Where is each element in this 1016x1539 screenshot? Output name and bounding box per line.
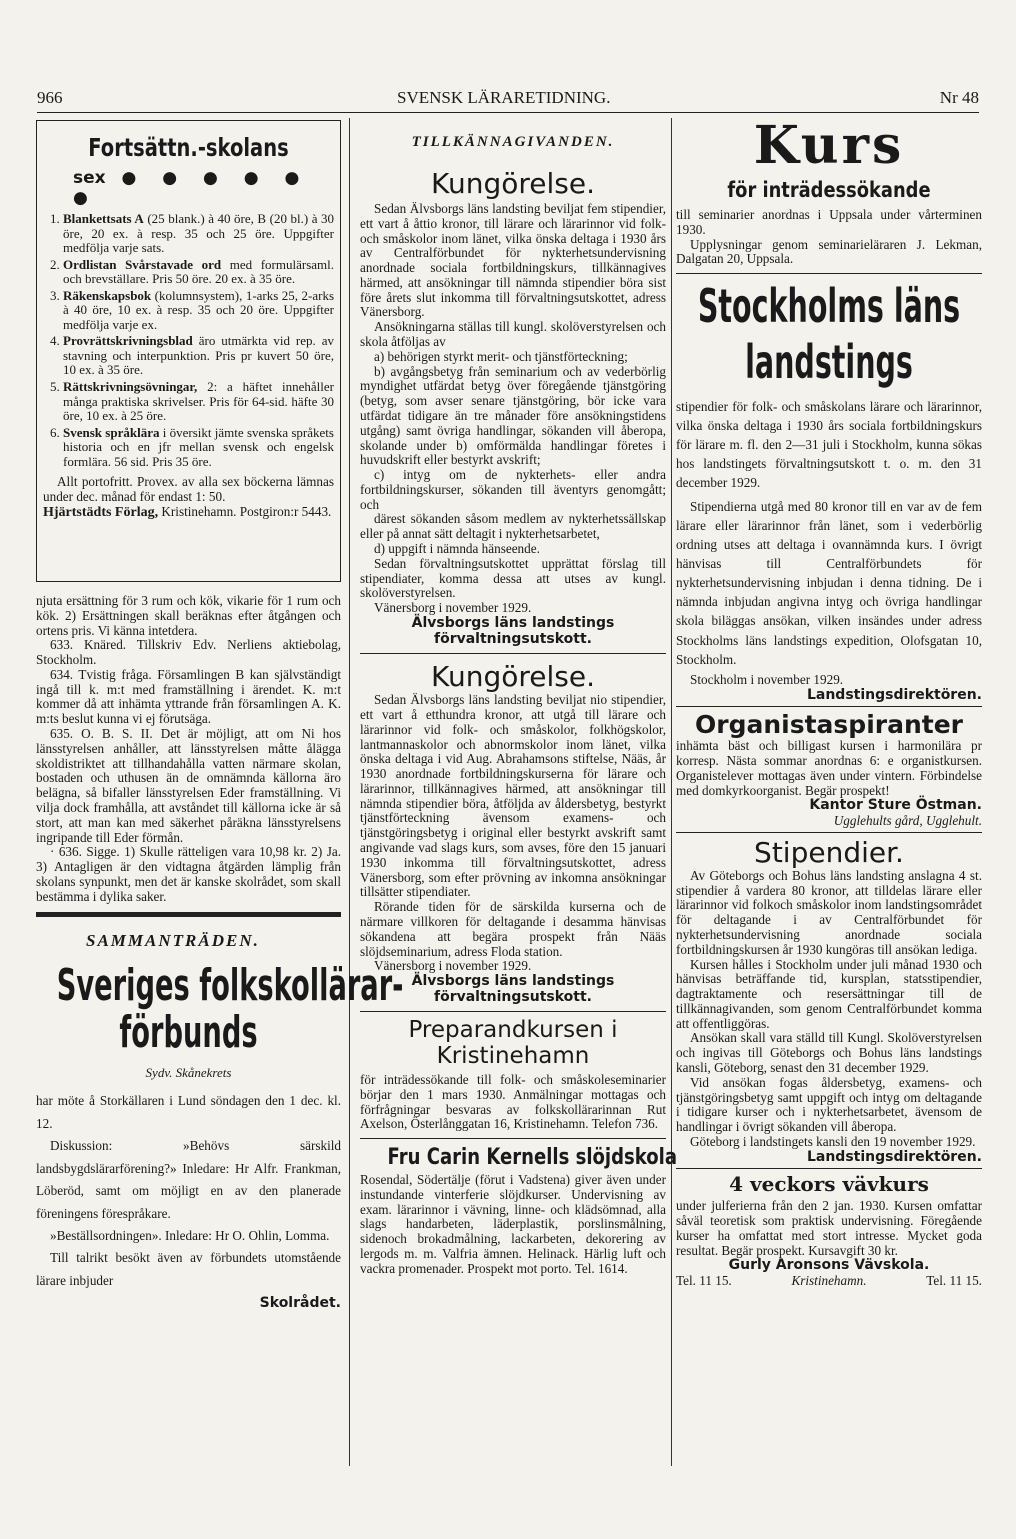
vavkurs-tel-left: Tel. 11 15.	[676, 1273, 732, 1289]
kungorelse-1-signature: Älvsborgs läns landstings förvaltningsutskott.	[411, 614, 615, 647]
sveriges-subtitle: Sydv. Skånekrets	[145, 1064, 232, 1080]
section-head-sammantraden: SAMMANTRÄDEN.	[86, 931, 260, 951]
stockholms-p2: Stipendierna utgå med 80 kronor till en var av de fem lärare eller lärarinnor från länet, som i vederbörlig ordning utses att deltaga i ovannämnda kurs. I övrigt hänvisas till Centralförbundets för nykterhetsundervisning inbjudan i denna tidning. De i nämnda inbjudan angivna intyg och övriga handlingar skola biläggas ansökan, vilken insändes under adress Stockholms läns landstings expedition, Olofsgatan 10, Stockholm.	[676, 498, 982, 667]
stockholms-title-line1: Stockholms läns	[697, 279, 961, 334]
section-divider	[36, 912, 341, 917]
column-rule-1	[349, 118, 350, 1466]
vavkurs-title: 4 veckors vävkurs	[729, 1172, 929, 1197]
page-header	[37, 86, 979, 113]
answer-633: 633. Knäred. Tillskriv Edv. Nerliens aktiebolag, Stockholm.	[36, 637, 341, 668]
column-3	[676, 115, 982, 1460]
kernell-title: Fru Carin Kernells slöjdskola	[387, 1145, 678, 1171]
kungorelse-2-p2: Rörande tiden för de särskilda kurserna och de närmare villkoren för deltagande i desamma hänvisas sökandena att begära prospekt från Nääs slöjdseminarium, adress Floda station.	[360, 899, 666, 959]
stipendier-date: Göteborg i landstingets kansli den 19 november 1929.	[690, 1133, 976, 1149]
answers-section	[36, 594, 341, 904]
stipendier-title: Stipendier.	[754, 835, 904, 869]
kungorelse-1-d: d) uppgift i nämnda hänseende.	[374, 540, 540, 556]
stipendier-p1: Av Göteborgs och Bohus läns landsting anslagna 4 st. stipendier å vardera 80 kronor, att tilldelas lärare eller lärarinnor vid folkoch småskolor inom landstingsområdet för deltagande i av Centralförbundet för nykterhetsundervisning anordnade sociala fortbildningskursen år 1930 kungöras till ansökan ledigа.	[676, 867, 982, 957]
kungorelse-1-d1: därest sökanden såsom medlem av nykterhetssällskap eller på annat sätt deltagit i nykterhetsarbetet,	[360, 511, 666, 542]
sveriges-invite: Till talrikt besökt även av förbundets utomstående lärare inbjuder	[36, 1250, 341, 1288]
organist-address: Ugglehults gård, Ugglehult.	[833, 813, 982, 829]
divider	[360, 653, 666, 654]
column-rule-2	[671, 118, 672, 1466]
organist-title: Organistaspiranter	[695, 710, 963, 740]
organist-text: inhämta bäst och billigast kursen i harmonilära pr korresp. Nästa sommar anordnas 6: e organistkursen. Organistelever mottagas även under vintern. Förbindelse med domkyrkoorganist. Begär prospekt!	[676, 738, 982, 798]
kurs-contact: Upplysningar genom seminarieläraren J. Lekman, Dalgatan 20, Uppsala.	[676, 236, 982, 267]
sveriges-discussion: Diskussion: »Behövs särskild landsbygdslärarförening?» Inledare: Hr Alfr. Frankman, Löberöd, samt om möjligt en av den planerade föreningens förespråkare.	[36, 1138, 341, 1221]
stipendier-p3: Ansökan skall vara ställd till Kungl. Skolöverstyrelsen och ingivas till Göteborgs och Bohus läns landstings kansli, Göteborg, senast den 31 december 1929.	[676, 1030, 982, 1075]
sveriges-meeting: har möte å Storkällaren i Lund söndagen den 1 dec. kl. 12.	[36, 1093, 341, 1131]
list-item: 2. Ordlistan Svårstavade ord med formulärsaml. och brevställare. Pris 50 öre. 20 ex. à 35 öre.	[63, 258, 334, 287]
ad-item-list	[43, 212, 334, 469]
divider	[676, 832, 982, 833]
kungorelse-2-date: Vänersborg i november 1929.	[374, 958, 532, 974]
sveriges-title-line1: Sveriges folkskollärar-	[56, 960, 404, 1012]
sveriges-topic: »Beställsordningen». Inledare: Hr O. Ohlin, Lomma.	[50, 1227, 330, 1243]
issue-number: Nr 48	[939, 88, 979, 107]
vavkurs-contact	[676, 1274, 982, 1289]
list-item: 4. Provrättskrivningsblad äro utmärkta vid rep. av stavning och interpunktion. Pris pr kuvert 50 öre, 10 ex. à 35 öre.	[63, 334, 334, 378]
sveriges-signature: Skolrådet.	[259, 1295, 341, 1312]
stockholms-p1: stipendier för folk- och småskolans lärare och lärarinnor, vilka önska deltaga i 1930 års sociala fortbildningskurs för lärare m. fl. den 2—31 juli i Stockholm, kunna sökas hos landstingets förvaltningsutskott t. o. m. den 31 december 1929.	[676, 398, 982, 491]
kungorelse-2-p1: Sedan Älvsborgs läns landsting beviljat nio stipendier, ett vart å etthundra kronor, att utgå till lärare och lärarinnor vid folk- och småskolor, folkhögskolor, lantmannaskolor och abnormskolor inom länet, vilka önska deltaga i vid Aug. Abrahamsons stiftelse, Nääs, år 1930 anordnade fortbildningskurserna för lärare och lärarinnor, tillkännagives härmed, att ansökningar till nämnda stipendier böra, åtföljda av åldersbetyg, bestyrkt tjänstförteckning ävensom examens- och tjänstgöringsbetyg i original eller bestyrkt avskrift samt angivande vad slags kurs, som avses, före den 15 januari 1930 inkomma till förvaltningsutskottet, adress Vänersborg, som efter prövning av inkomna ansökningar tillsätter stipendiater.	[360, 692, 666, 900]
ad-fortsattningsskolans	[36, 120, 341, 582]
stockholms-title-line2: landstings	[745, 335, 913, 390]
divider	[360, 1138, 666, 1139]
vavkurs-signature: Gurly Aronsons Vävskola.	[728, 1257, 930, 1274]
ad-subtitle	[73, 168, 334, 208]
divider	[676, 1168, 982, 1169]
kungorelse-1-title: Kungörelse.	[431, 167, 595, 200]
kurs-subtitle: för inträdessökande	[727, 178, 931, 202]
organist-signature: Kantor Sture Östman.	[809, 797, 982, 814]
ad-footer: Allt portofritt. Provex. av alla sex böckerna lämnas under dec. månad för endast 1: 50.	[43, 474, 334, 505]
kungorelse-1-b: b) avgångsbetyg från seminarium och av vederbörlig myndighet utfärdat betyg över föregående tjänstgöring (betyg, som avser senare tjänstgöring, bör icke vara utfärdat tidigare än tre månader före ansökningstidens utgång) samt övriga handlingar, sökanden vill åberopa, skolande under b) omförmälda handlingar företes i huvudskrift eller bestyrkt avskrift;	[360, 363, 666, 468]
stipendier-p2: Kursen hålles i Stockholm under juli månad 1930 och hänvisas beträffande tid, kursplan, statsstipendier, dagtraktamente och resersättningar till de tillkännagivanden, som genom Centralförbundet komma att offentliggöras.	[676, 956, 982, 1031]
column-2	[360, 120, 678, 1460]
stipendier-p4: Vid ansökan fogas åldersbetyg, examens- och tjänstgöringsbetyg samt uppgift och intyg om deltagande i tidigare kurser och i nykterhetsarbetet, ävensom de handlingar i övrigt sökanden vill åberopa.	[676, 1074, 982, 1135]
stockholms-signature: Landstingsdirektören.	[806, 686, 982, 703]
preparand-title: Preparandkursen i Kristinehamn	[408, 1017, 618, 1069]
kungorelse-2-signature: Älvsborgs läns landstings förvaltningsutskott.	[411, 973, 615, 1005]
sveriges-title-line2: förbunds	[119, 1006, 258, 1058]
vavkurs-city: Kristinehamn.	[791, 1273, 867, 1289]
list-item: 1. Blankettsats A (25 blank.) à 40 öre, B (20 bl.) à 30 öre, 20 ex. à resp. 35 och 25 öre. Uppgifter medfölja varje sats.	[63, 212, 334, 256]
answer-634: 634. Tvistig fråga. Församlingen B kan självständigt ingå till k. m:t med framställning i ärendet. K. m:t kommer då att inhämta yttrande från församlingen A. K. m:ts beslut kunna vi ej förutsäga.	[36, 666, 341, 727]
kungorelse-1-date: Vänersborg i november 1929.	[374, 600, 532, 616]
divider	[360, 1011, 666, 1012]
vavkurs-tel-right: Tel. 11 15.	[926, 1273, 982, 1289]
kungorelse-1-p1: Sedan Älvsborgs läns landsting beviljat fem stipendier, ett vart å åttio kronor, till lärare och lärarinnor vid folk- och småskolor inom länet, vilka önska deltaga i 1930 års av Centralförbundet för nykterhetsundervisning anordnade sociala fortbildningskurs, tillkännagives härmed, att ansökningar till nämnda stipendier böra sist före årets slut inkomma till förvaltningsutskottet, adress Vänersborg.	[360, 201, 666, 320]
divider	[676, 273, 982, 274]
stipendier-signature: Landstingsdirektören.	[806, 1148, 982, 1165]
stockholms-date: Stockholm i november 1929.	[690, 671, 844, 687]
list-item: 6. Svensk språklära i översikt jämte svenska språkets historia och en jfr mellan svensk och engelsk formlära. 56 sid. Pris 35 öre.	[63, 426, 334, 470]
list-item: 3. Räkenskapsbok (kolumnsystem), 1-arks 25, 2-arks à 40 öre, 10 ex. à resp. 35 och 20 öre. Uppgifter medfölja varje ex.	[63, 289, 334, 333]
kungorelse-1-p3: Sedan förvaltningsutskottet upprättat förslag till stipendiater, komma dessa att utses av kungl. skolöverstyrelsen.	[360, 555, 666, 601]
ad-publisher: Hjärtstädts Förlag, Kristinehamn. Postgiron:r 5443.	[43, 503, 332, 520]
answer-text: njuta ersättning för 3 rum och kök, vikarie för 1 rum och kök. 2) Ersättningen skall beräknas efter åtgången och ortens pris. Vi känna intetdera.	[36, 593, 341, 638]
ad-dots: ● ● ● ● ● ●	[73, 168, 310, 208]
kernell-text: Rosendal, Södertälje (förut i Vadstena) giver även under instundande vinterferie slöjdkurser. Undervisning av exam. lärarinnor i vävning, linne- och klädsömnad, alla slags handarbeten, läderplastik, porslinsmålning, sidenoch brokadmålning, lackarbeten, dekorering av lergods m. m. Valfria ämnen. Helinack. Härlig luft och vackra promenader. Prospekt mot porto. Tel. 1614.	[360, 1172, 666, 1276]
list-item: 5. Rättskrivningsövningar, 2: a häftet innehåller många praktiska skrivelser. Pris för 64-sid. häfte 30 öre, 10 ex. à 25 öre.	[63, 380, 334, 424]
divider	[676, 706, 982, 707]
kungorelse-1-c: c) intyg om de nykterhets- eller andra fortbildningskurser, sökanden till äventyrs genomgått; och	[360, 467, 666, 512]
kurs-title: Kurs	[753, 115, 905, 176]
preparand-text: för inträdessökande till folk- och småskoleseminarier börjar den 1 mars 1930. Anmälningar mottagas och förfrågningar besvaras av folkskollärarinnan Rut Axelson, Österlånggatan 16, Kristinehamn. Telefon 736.	[360, 1072, 666, 1132]
vavkurs-text: under julferierna från den 2 jan. 1930. Kursen omfattar såväl teoretisk som praktisk undervisning. Föregående kurser ha omfattat med stort intresse. Mycket goda resultat. Begär prospekt. Kursavgift 30 kr.	[676, 1198, 982, 1258]
page-number: 966	[37, 88, 63, 107]
column-1	[36, 120, 404, 1460]
ad-title: Fortsättn.-skolans	[88, 133, 289, 162]
answer-635: 635. O. B. S. II. Det är möjligt, att om Ni hos länsstyrelsen anhåller, att länsstyrelsen måtte ålägga skoldistriktet att tillhandahålla vatten närmare skolan, bostaden och uthusen än de omnämnda källorna äro belägna, så bifaller länsstyrelsen Eder framställning. Vi vilja dock framhålla, att avståndet till källorna icke är så stort, att man kan med säkerhet påräkna länsstyrelsens ingripande till Eder förmån.	[36, 726, 341, 845]
kurs-text: till seminarier anordnas i Uppsala under vårterminen 1930.	[676, 207, 982, 237]
ad-sex-label: sex	[73, 168, 106, 188]
answer-636: · 636. Sigge. 1) Skulle rätteligen vara 10,98 kr. 2) Ja. 3) Antagligen är den vidtagna åtgärden lämplig från skolans synpunkt, men det är kanske skolrådet, som skall bestämma i dylika saker.	[36, 844, 341, 904]
kungorelse-2-title: Kungörelse.	[431, 660, 595, 694]
kungorelse-1-p2: Ansökningarna ställas till kungl. skolöverstyrelsen och skola åtföljas av	[360, 319, 666, 350]
kungorelse-1-a: a) behörigen styrkt merit- och tjänstförteckning;	[374, 348, 628, 364]
section-head-tillkannagivanden: TILLKÄNNAGIVANDEN.	[411, 134, 615, 150]
newspaper-title: SVENSK LÄRARETIDNING.	[397, 88, 611, 107]
